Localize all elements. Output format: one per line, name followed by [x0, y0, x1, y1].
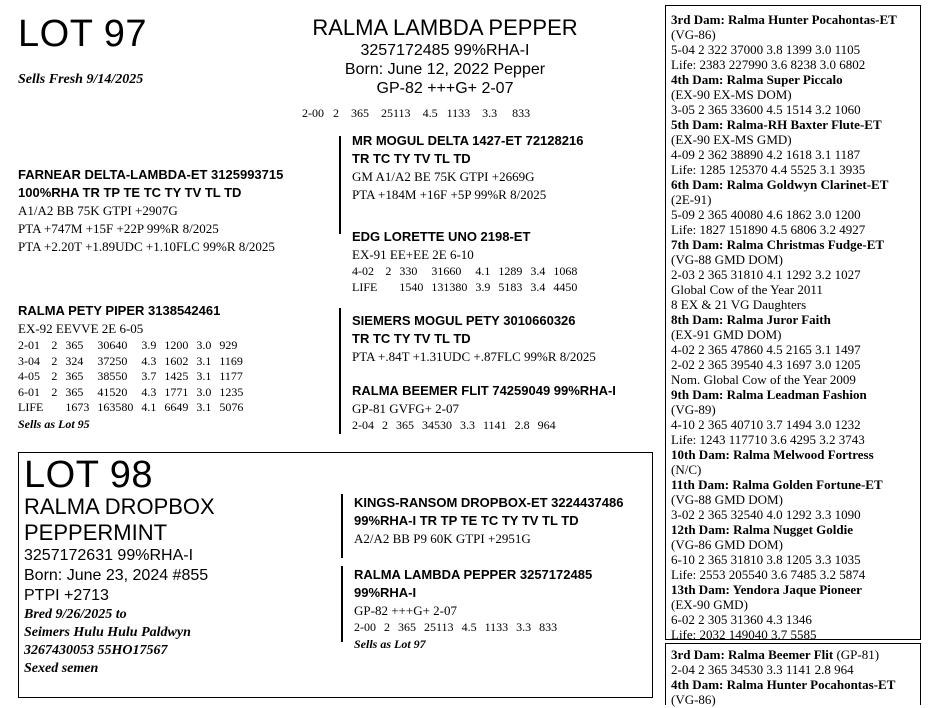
- sire-dam-records-table: [352, 264, 585, 295]
- ancestor-detail: 2-02 2 365 39540 4.3 1697 3.0 1205: [671, 357, 861, 372]
- lot-97-sells-fresh: Sells Fresh 9/14/2025: [18, 72, 144, 87]
- lot-97-record: [302, 106, 530, 121]
- ancestor-heading: 9th Dam: Ralma Leadman Fashion: [671, 387, 867, 402]
- ancestor-line: [671, 552, 920, 567]
- record-cell: 324: [65, 353, 84, 368]
- sire-pta: PTA +747M +15F +22P 99%R 8/2025: [18, 221, 219, 236]
- ancestor-line: [671, 57, 920, 72]
- record-cell: 31660: [431, 264, 462, 278]
- record-cell: LIFE: [352, 279, 378, 294]
- ancestor-detail: 3-02 2 365 32540 4.0 1292 3.3 1090: [671, 507, 861, 522]
- record-row: [18, 354, 251, 370]
- ancestor-detail: (EX-90 GMD): [671, 597, 748, 612]
- record-cell: 3.1: [196, 369, 212, 383]
- record-cell: 1235: [219, 384, 244, 399]
- lot-98-ptpi: PTPI +2713: [24, 587, 109, 604]
- ancestor-line: [671, 222, 920, 237]
- record-cell: 1141: [483, 418, 507, 432]
- ancestor-line: [671, 447, 920, 462]
- record-row: [18, 400, 251, 416]
- record-cell: 1068: [553, 264, 578, 278]
- record-cell: 3.9: [475, 279, 491, 294]
- dam-name: RALMA PETY PIPER 3138542461: [18, 303, 221, 318]
- sire-sire-codes: TR TC TY TV TL TD: [352, 151, 471, 166]
- record-cell: 4.3: [141, 384, 157, 399]
- ancestor-line: [671, 692, 920, 707]
- ancestor-line: [671, 327, 920, 342]
- ancestor-line: [671, 297, 920, 312]
- record-cell: 3.3: [460, 418, 475, 432]
- ancestor-detail: 5-09 2 365 40080 4.6 1862 3.0 1200: [671, 207, 861, 222]
- ancestor-line: [671, 462, 920, 477]
- record-cell: 1602: [164, 353, 189, 368]
- record-cell: 833: [512, 106, 531, 120]
- record-cell: 30640: [97, 338, 128, 352]
- record-row: [354, 620, 565, 636]
- ancestor-line: [671, 162, 920, 177]
- record-cell: 4-02: [352, 264, 374, 278]
- ancestor-detail: (EX-90 EX-MS DOM): [671, 87, 792, 102]
- ancestor-heading: 3rd Dam: Ralma Beemer Flit: [671, 647, 834, 662]
- lot-98-sire-genomics: A2/A2 BB P9 60K GTPI +2951G: [354, 531, 531, 546]
- ancestor-detail: Life: 2383 227990 3.6 8238 3.0 6802: [671, 57, 866, 72]
- ancestor-line: [671, 677, 920, 692]
- sire-genomics: A1/A2 BB 75K GTPI +2907G: [18, 203, 178, 218]
- record-cell: 365: [65, 384, 84, 399]
- lot-98-bred-line2: Seimers Hulu Hulu Paldwyn: [24, 625, 191, 640]
- ancestor-line: [671, 282, 920, 297]
- ancestor-line: [671, 87, 920, 102]
- ancestor-detail: 8 EX & 21 VG Daughters: [671, 297, 807, 312]
- ancestor-detail: Life: 1827 151890 4.5 6806 3.2 4927: [671, 222, 866, 237]
- ancestor-heading: 12th Dam: Ralma Nugget Goldie: [671, 522, 853, 537]
- lot-98-name-line2: PEPPERMINT: [24, 520, 168, 545]
- record-cell: 1771: [164, 384, 189, 399]
- dam-records-table: [18, 338, 251, 416]
- ancestor-line: [671, 567, 920, 582]
- ancestor-detail: Life: 2032 149040 3.7 5585: [671, 627, 817, 642]
- record-cell: 2: [382, 418, 388, 432]
- record-cell: 5183: [498, 279, 523, 294]
- record-cell: 131380: [431, 279, 468, 294]
- ancestor-heading: 4th Dam: Ralma Hunter Pocahontas-ET: [671, 677, 896, 692]
- lot-97-sire-block: [18, 166, 283, 256]
- ancestor-line: [671, 342, 920, 357]
- record-cell: 365: [65, 338, 84, 352]
- lot-98-bred-line4: Sexed semen: [24, 661, 99, 676]
- ancestor-line: [671, 147, 920, 162]
- record-cell: 964: [537, 418, 556, 432]
- ancestor-detail: 2-03 2 365 31810 4.1 1292 3.2 1027: [671, 267, 861, 282]
- ancestor-line: [671, 357, 920, 372]
- ancestor-line: [671, 132, 920, 147]
- record-cell: 1133: [484, 620, 509, 634]
- ancestor-detail: Life: 1243 117710 3.6 4295 3.2 3743: [671, 432, 865, 447]
- ancestor-detail: (2E-91): [671, 192, 712, 207]
- ancestor-line: [671, 612, 920, 627]
- ancestor-detail: 5-04 2 322 37000 3.8 1399 3.0 1105: [671, 42, 861, 57]
- lot-98-sire-codes: 99%RHA-I TR TP TE TC TY TV TL TD: [354, 513, 579, 528]
- lot-98-dam-record-table: [354, 620, 565, 636]
- record-cell: 2: [51, 353, 58, 368]
- dam-sells-note: Sells as Lot 95: [18, 416, 90, 431]
- record-cell: 2: [51, 338, 58, 352]
- lot-98-dam-block: [354, 566, 592, 652]
- ancestor-line: [671, 647, 920, 662]
- record-cell: 41520: [97, 384, 128, 399]
- lot-98-sire-name: KINGS-RANSOM DROPBOX-ET 3224437486: [354, 495, 624, 510]
- lot-97-dam-dam-block: [352, 382, 616, 434]
- record-cell: 5076: [219, 400, 244, 414]
- record-cell: 6-01: [18, 384, 40, 399]
- ancestor-line: [671, 72, 920, 87]
- ancestor-heading: 4th Dam: Ralma Super Piccalo: [671, 72, 843, 87]
- ancestor-detail: Life: 2553 205540 3.6 7485 3.2 5874: [671, 567, 866, 582]
- record-cell: 6649: [164, 400, 189, 414]
- record-cell: 1177: [219, 369, 243, 383]
- record-cell: 4.5: [461, 620, 477, 634]
- record-cell: 25113: [381, 106, 411, 120]
- record-cell: 2-00: [354, 620, 376, 634]
- record-cell: 38550: [97, 369, 128, 383]
- record-cell: 929: [219, 338, 238, 352]
- record-cell: 833: [539, 620, 558, 634]
- lot-97-registration: 3257172485 99%RHA-I: [360, 42, 530, 59]
- ancestor-line: [671, 267, 920, 282]
- ancestor-line: [671, 102, 920, 117]
- ancestor-line: [671, 507, 920, 522]
- ancestor-line: [671, 522, 920, 537]
- record-cell: 163580: [97, 400, 134, 414]
- lot-97-sire-dam-block: [352, 228, 585, 295]
- lot-98-bred-line1: Bred 9/26/2025 to: [24, 607, 127, 622]
- record-row: [18, 385, 251, 401]
- record-cell: 2-04: [352, 418, 374, 432]
- ancestor-detail: (N/C): [671, 462, 702, 477]
- record-cell: 365: [65, 369, 84, 383]
- record-row: [352, 418, 564, 434]
- lot-98-registration: 3257172631 99%RHA-I: [24, 547, 194, 564]
- pedigree-bracket: [341, 494, 343, 558]
- pedigree-bracket: [341, 566, 343, 642]
- record-cell: 3.0: [196, 338, 212, 352]
- record-cell: 365: [398, 620, 416, 634]
- ancestor-line: [671, 237, 920, 252]
- lot-98-label: LOT 98: [24, 454, 154, 496]
- ancestor-line: [671, 12, 920, 27]
- lot-97-animal-name: RALMA LAMBDA PEPPER: [312, 15, 578, 40]
- ancestor-heading: 3rd Dam: Ralma Hunter Pocahontas-ET: [671, 12, 897, 27]
- ancestor-line: [671, 402, 920, 417]
- ancestor-line: [671, 597, 920, 612]
- ancestor-detail: (VG-86): [671, 27, 716, 42]
- sire-sire-name: MR MOGUL DELTA 1427-ET 72128216: [352, 133, 584, 148]
- record-row: [18, 369, 251, 385]
- sire-pta-type: PTA +2.20T +1.89UDC +1.10FLC 99%R 8/2025: [18, 239, 275, 254]
- pedigree-bracket: [339, 136, 341, 234]
- ancestor-heading: 6th Dam: Ralma Goldwyn Clarinet-ET: [671, 177, 889, 192]
- ancestor-detail: (EX-91 GMD DOM): [671, 327, 782, 342]
- record-cell: 1289: [498, 264, 523, 278]
- record-cell: 2-01: [18, 338, 40, 352]
- lot-98-name-line1: RALMA DROPBOX: [24, 494, 215, 519]
- ancestor-detail: (VG-88 GMD DOM): [671, 252, 783, 267]
- lot-98-born: Born: June 23, 2024 #855: [24, 567, 209, 584]
- ancestor-line: [671, 582, 920, 597]
- record-cell: 3.3: [482, 106, 498, 120]
- record-cell: 365: [396, 418, 414, 432]
- sire-codes: 100%RHA TR TP TE TC TY TV TL TD: [18, 185, 242, 200]
- record-cell: 2: [333, 106, 339, 120]
- ancestor-detail: 4-02 2 365 47860 4.5 2165 3.1 1497: [671, 342, 861, 357]
- record-cell: 1673: [65, 400, 90, 414]
- record-cell: 3.3: [516, 620, 532, 634]
- record-cell: 2: [385, 264, 392, 278]
- ancestor-detail: 3-05 2 365 33600 4.5 1514 3.2 1060: [671, 102, 861, 117]
- ancestor-heading: 5th Dam: Ralma-RH Baxter Flute-ET: [671, 117, 882, 132]
- lot-98-bred-line3: 3267430053 55HO17567: [24, 643, 168, 658]
- lot-97-dam-block: [18, 302, 251, 432]
- record-cell: 4.1: [475, 264, 491, 278]
- ancestor-line: [671, 192, 920, 207]
- record-cell: 2: [51, 369, 58, 383]
- ancestor-detail: (VG-86 GMD DOM): [671, 537, 783, 552]
- ancestor-detail: 6-10 2 365 31810 3.8 1205 3.3 1035: [671, 552, 861, 567]
- record-cell: 2.8: [514, 418, 530, 432]
- ancestor-detail: (VG-88 GMD DOM): [671, 492, 783, 507]
- dam-sire-codes: TR TC TY TV TL TD: [352, 331, 471, 346]
- record-cell: 4-05: [18, 369, 40, 383]
- record-cell: 3.9: [141, 338, 157, 352]
- record-cell: 4.3: [141, 353, 157, 368]
- ancestor-heading: 7th Dam: Ralma Christmas Fudge-ET: [671, 237, 885, 252]
- record-cell: 4.1: [141, 400, 157, 414]
- sire-sire-genomics: GM A1/A2 BE 75K GTPI +2669G: [352, 169, 535, 184]
- ancestor-line: [671, 477, 920, 492]
- record-row: [352, 280, 585, 296]
- record-cell: [385, 280, 399, 296]
- record-cell: 3.1: [196, 400, 212, 414]
- sire-sire-pta: PTA +184M +16F +5P 99%R 8/2025: [352, 187, 547, 202]
- dam-dam-classification: GP-81 GVFG+ 2-07: [352, 401, 460, 416]
- record-cell: 25113: [424, 620, 454, 634]
- ancestor-line: [671, 177, 920, 192]
- ancestor-line: [671, 387, 920, 402]
- ancestor-line: [671, 432, 920, 447]
- ancestor-line: [671, 252, 920, 267]
- record-cell: 365: [351, 106, 369, 120]
- record-cell: [51, 400, 65, 416]
- ancestor-detail: Nom. Global Cow of the Year 2009: [671, 372, 856, 387]
- dam-sire-name: SIEMERS MOGUL PETY 3010660326: [352, 313, 576, 328]
- ancestor-detail: 4-10 2 365 40710 3.7 1494 3.0 1232: [671, 417, 861, 432]
- record-cell: 4.5: [422, 106, 438, 120]
- ancestor-detail: (VG-86): [671, 692, 716, 707]
- ancestor-detail: Life: 1285 125370 4.4 5525 3.1 3935: [671, 162, 866, 177]
- record-cell: LIFE: [18, 400, 44, 414]
- ancestor-detail: (VG-89): [671, 402, 716, 417]
- sire-name: FARNEAR DELTA-LAMBDA-ET 3125993715: [18, 167, 284, 182]
- ancestor-heading: 8th Dam: Ralma Juror Faith: [671, 312, 831, 327]
- record-cell: 330: [399, 264, 418, 278]
- ancestor-line: [671, 627, 920, 642]
- lot-97-born: Born: June 12, 2022 Pepper: [344, 61, 546, 78]
- ancestor-heading: 10th Dam: Ralma Melwood Fortress: [671, 447, 874, 462]
- dam-classification: EX-92 EEVVE 2E 6-05: [18, 321, 144, 336]
- dam-sire-pta: PTA +.84T +1.31UDC +.87FLC 99%R 8/2025: [352, 349, 596, 364]
- extended-pedigree-box-2: [665, 643, 921, 705]
- lot-98-dam-name: RALMA LAMBDA PEPPER 3257172485: [354, 567, 593, 582]
- record-row: [18, 338, 251, 354]
- record-cell: 2-00: [302, 106, 324, 120]
- ancestor-line: [671, 492, 920, 507]
- ancestor-detail: (GP-81): [833, 647, 880, 662]
- pedigree-bracket: [339, 308, 341, 434]
- ancestor-line: [671, 312, 920, 327]
- lot-97-dam-sire-block: [352, 312, 596, 366]
- extended-pedigree-box: [665, 5, 921, 640]
- record-cell: 1200: [164, 338, 189, 352]
- lot-98-dam-score: GP-82 +++G+ 2-07: [354, 603, 457, 618]
- dam-dam-record-table: [352, 418, 564, 434]
- record-cell: 3.4: [530, 279, 546, 294]
- lot-98-header: [24, 456, 215, 678]
- ancestor-line: [671, 207, 920, 222]
- ancestor-line: [671, 417, 920, 432]
- record-cell: 3-04: [18, 353, 40, 368]
- record-cell: 3.4: [530, 264, 546, 278]
- lot-97-header: [300, 15, 590, 98]
- ancestor-detail: 2-04 2 365 34530 3.3 1141 2.8 964: [671, 662, 854, 677]
- lot-98-dam-breed: 99%RHA-I: [354, 585, 417, 600]
- ancestor-line: [671, 662, 920, 677]
- ancestor-line: [671, 537, 920, 552]
- ancestor-detail: (EX-90 EX-MS GMD): [671, 132, 792, 147]
- ancestor-line: [671, 117, 920, 132]
- record-cell: 3.0: [196, 384, 212, 399]
- lot-97-label: LOT 97: [18, 13, 148, 55]
- record-cell: 4450: [553, 279, 578, 294]
- ancestor-detail: 6-02 2 305 31360 4.3 1346: [671, 612, 812, 627]
- record-cell: 2: [51, 384, 58, 399]
- ancestor-line: [671, 372, 920, 387]
- ancestor-detail: 4-09 2 362 38890 4.2 1618 3.1 1187: [671, 147, 861, 162]
- record-cell: 1133: [446, 106, 471, 120]
- lot-97-sire-sire-block: [352, 132, 583, 204]
- lot-98-dam-sells-note: Sells as Lot 97: [354, 636, 426, 651]
- record-cell: 34530: [422, 418, 452, 432]
- lot-97-score: GP-82 +++G+ 2-07: [376, 80, 514, 97]
- sire-dam-name: EDG LORETTE UNO 2198-ET: [352, 229, 531, 244]
- record-cell: 1169: [219, 353, 243, 368]
- record-cell: 3.7: [141, 369, 157, 383]
- record-cell: 1425: [164, 369, 189, 383]
- record-cell: 37250: [97, 353, 128, 368]
- ancestor-heading: 13th Dam: Yendora Jaque Pioneer: [671, 582, 862, 597]
- ancestor-line: [671, 27, 920, 42]
- record-cell: 2: [384, 620, 390, 634]
- record-cell: 3.1: [196, 353, 212, 368]
- ancestor-detail: Global Cow of the Year 2011: [671, 282, 823, 297]
- record-row: [352, 264, 585, 280]
- ancestor-heading: 11th Dam: Ralma Golden Fortune-ET: [671, 477, 883, 492]
- lot-98-sire-block: [354, 494, 623, 548]
- dam-dam-name: RALMA BEEMER FLIT 74259049 99%RHA-I: [352, 383, 616, 398]
- sire-dam-classification: EX-91 EE+EE 2E 6-10: [352, 247, 474, 262]
- ancestor-line: [671, 42, 920, 57]
- record-cell: 1540: [399, 279, 424, 294]
